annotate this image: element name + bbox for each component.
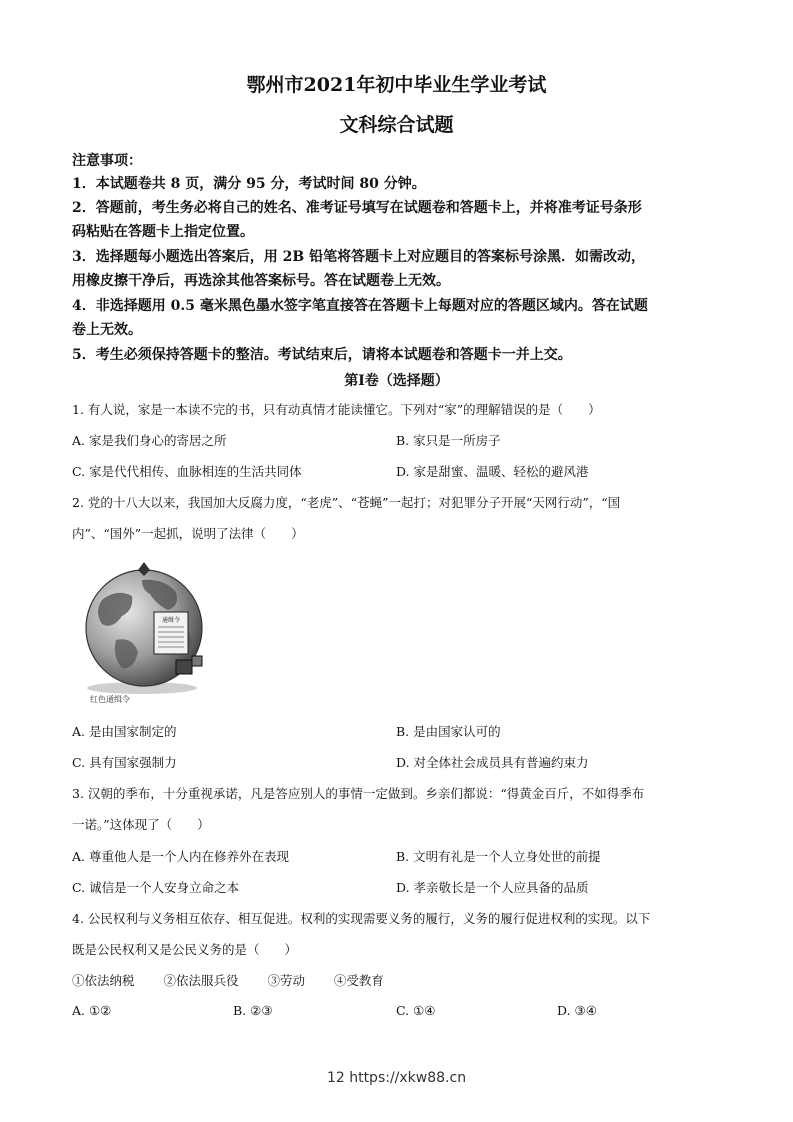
- question-1-option-c: C. 家是代代相传、血脉相连的生活共同体: [72, 464, 302, 479]
- question-4-option-b: B. ②③: [233, 1003, 273, 1018]
- notice-line: 码粘贴在答题卡上指定位置。: [72, 224, 254, 240]
- notice-line: 卷上无效。: [72, 322, 142, 338]
- page-footer: 12 https://xkw88.cn: [326, 1070, 467, 1086]
- question-4-option-c: C. ①④: [396, 1003, 436, 1018]
- question-1-stem: 1. 有人说，家是一本读不完的书，只有动真情才能读懂它。下列对“家”的理解错误的是（ ）: [72, 402, 601, 417]
- question-2-option-d: D. 对全体社会成员具有普遍约束力: [396, 755, 589, 770]
- wanted-globe-illustration: [72, 560, 222, 710]
- question-1-option-a: A. 家是我们身心的寄居之所: [72, 433, 227, 448]
- notice-line: 3．选择题每小题选出答案后，用 2B 铅笔将答题卡上对应题目的答案标号涂黑．如需改动，: [72, 249, 646, 265]
- wanted-notice: [154, 612, 188, 654]
- globe-icon: [72, 560, 222, 700]
- question-4-stem-cont: 既是公民权利又是公民义务的是（ ）: [72, 942, 298, 957]
- question-3-stem: 3. 汉朝的季布，十分重视承诺，凡是答应别人的事情一定做到。乡亲们都说：“得黄金百斤，不如得季布: [72, 786, 645, 801]
- notice-heading: 注意事项：: [72, 153, 142, 169]
- question-2-option-c: C. 具有国家强制力: [72, 755, 177, 770]
- question-3-option-b: B. 文明有礼是一个人立身处世的前提: [396, 849, 601, 864]
- question-2-stem-cont: 内”、“国外”一起抓，说明了法律（ ）: [72, 526, 304, 541]
- notice-line: 用橡皮擦干净后，再选涂其他答案标号。答在试题卷上无效。: [72, 273, 450, 289]
- notice-line: 2．答题前，考生务必将自己的姓名、准考证号填写在试题卷和答题卡上，并将准考证号条形: [72, 200, 642, 216]
- wanted-notice-title: 通缉令: [161, 617, 181, 624]
- image-caption: 红色通缉令: [90, 695, 130, 704]
- notice-line: 1．本试题卷共 8 页，满分 95 分，考试时间 80 分钟。: [72, 176, 426, 192]
- exam-title: 鄂州市2021年初中毕业生学业考试: [246, 74, 547, 96]
- question-4-option-d: D. ③④: [557, 1003, 597, 1018]
- notice-line: 4．非选择题用 0.5 毫米黑色墨水签字笔直接答在答题卡上每题对应的答题区域内。答在试题: [72, 298, 648, 314]
- exam-subtitle: 文科综合试题: [339, 114, 454, 136]
- question-3-option-c: C. 诚信是一个人安身立命之本: [72, 880, 240, 895]
- question-3-stem-cont: 一诺。”这体现了（ ）: [72, 817, 210, 832]
- question-2-stem: 2. 党的十八大以来，我国加大反腐力度，“老虎”、“苍蝇”一起打；对犯罪分子开展“天网行动”，“国: [72, 495, 621, 510]
- question-2-option-b: B. 是由国家认可的: [396, 724, 501, 739]
- question-4-items: ①依法纳税 ②依法服兵役 ③劳动 ④受教育: [72, 973, 384, 988]
- question-2-option-a: A. 是由国家制定的: [72, 724, 177, 739]
- question-4-option-a: A. ①②: [72, 1003, 112, 1018]
- question-1-option-b: B. 家只是一所房子: [396, 433, 501, 448]
- question-4-stem: 4. 公民权利与义务相互依存、相互促进。权利的实现需要义务的履行，义务的履行促进权利的实现。以下: [72, 911, 651, 926]
- question-3-option-a: A. 尊重他人是一个人内在修养外在表现: [72, 849, 289, 864]
- question-1-option-d: D. 家是甜蜜、温暖、轻松的避风港: [396, 464, 589, 479]
- question-3-option-d: D. 孝亲敬长是一个人应具备的品质: [396, 880, 589, 895]
- notice-line: 5．考生必须保持答题卡的整洁。考试结束后，请将本试题卷和答题卡一并上交。: [72, 347, 572, 363]
- section-title: 第Ⅰ卷（选择题）: [344, 373, 449, 389]
